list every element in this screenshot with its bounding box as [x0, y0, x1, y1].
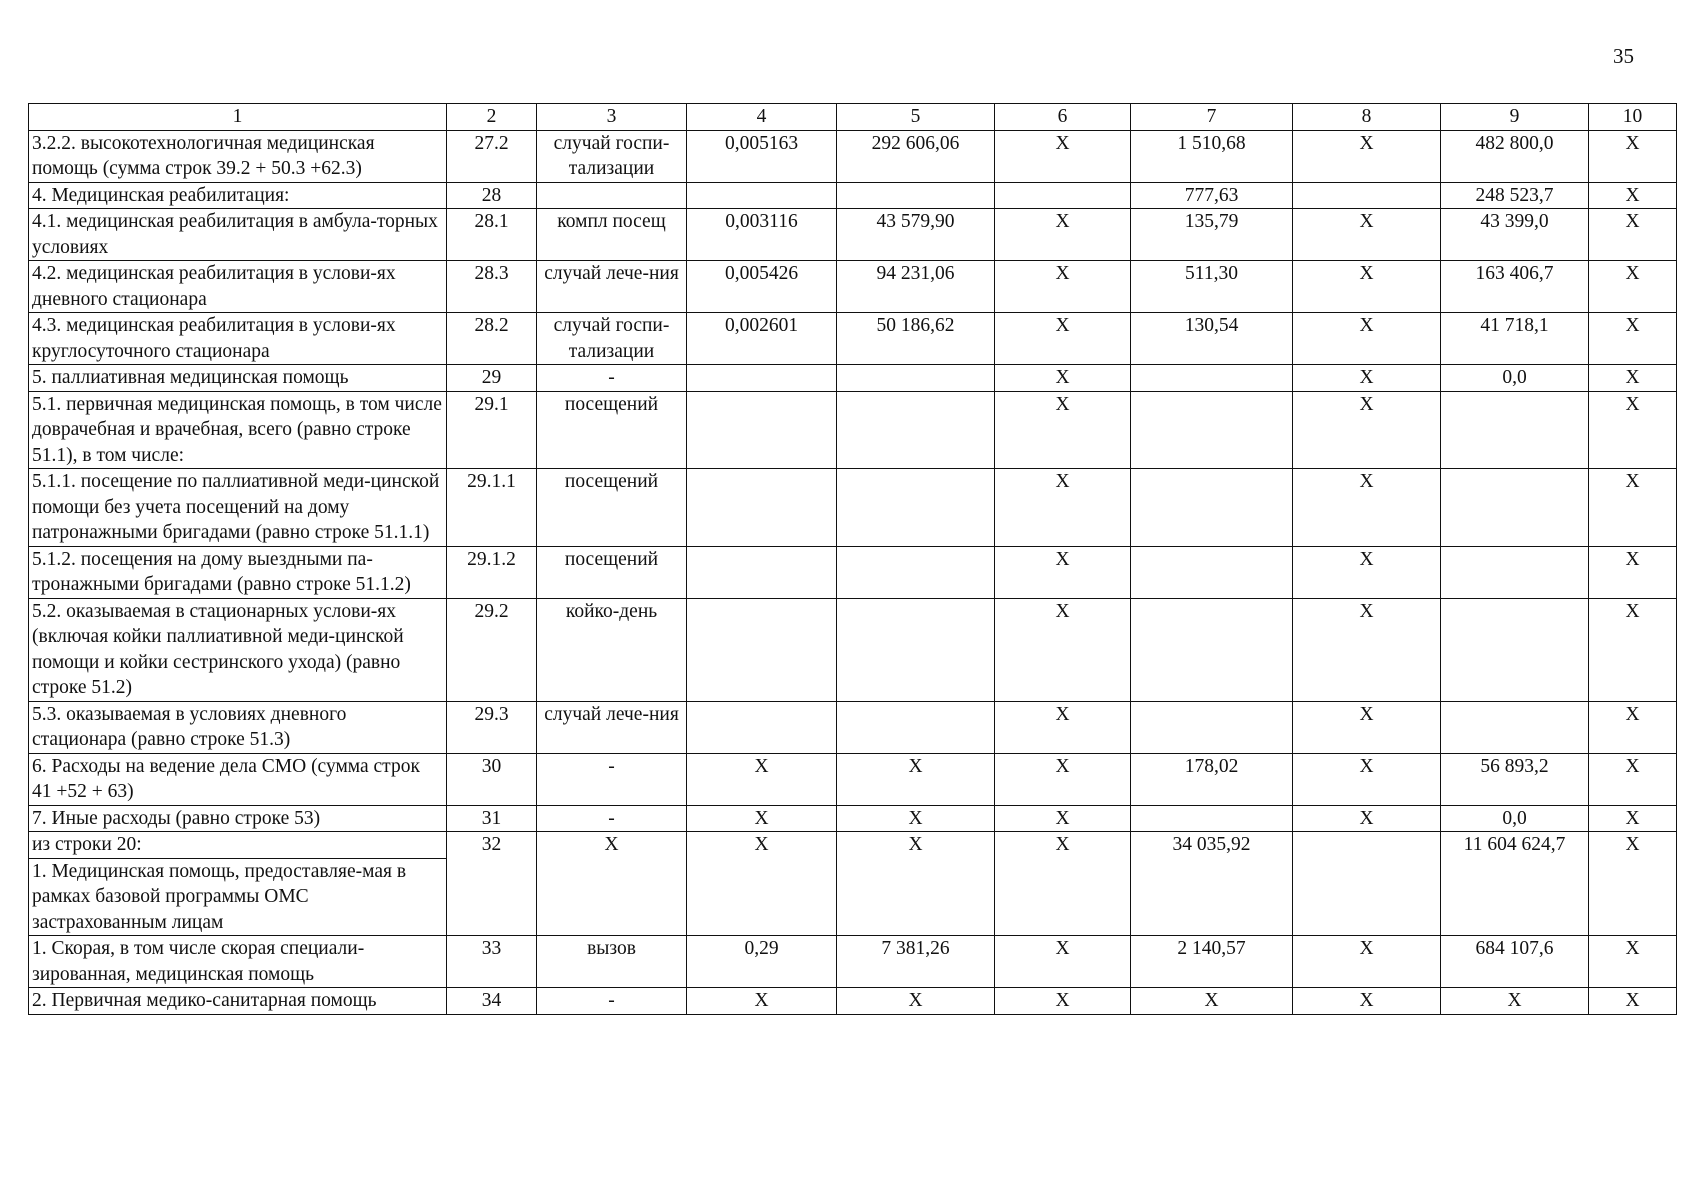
col-header: 1	[29, 104, 447, 131]
cell: X	[995, 832, 1131, 936]
cell	[837, 598, 995, 701]
row-label: из строки 20:	[29, 832, 447, 859]
cell: X	[995, 130, 1131, 182]
table-row	[29, 182, 1677, 209]
table-row	[29, 598, 1677, 701]
cell: X	[1589, 130, 1677, 182]
cell: 28	[447, 182, 537, 209]
page-number: 35	[1613, 44, 1634, 68]
table-row	[29, 130, 1677, 182]
cell: X	[687, 805, 837, 832]
col-header: 4	[687, 104, 837, 131]
cell	[1441, 701, 1589, 753]
cell: X	[1293, 936, 1441, 988]
cell: вызов	[537, 936, 687, 988]
cell	[687, 365, 837, 392]
row-label: 6. Расходы на ведение дела СМО (сумма строк 41 +52 + 63)	[29, 753, 447, 805]
cell: X	[837, 753, 995, 805]
cell	[1441, 598, 1589, 701]
row-label: 4.1. медицинская реабилитация в амбула-торных условиях	[29, 209, 447, 261]
cell: 292 606,06	[837, 130, 995, 182]
cell: 28.3	[447, 261, 537, 313]
cell	[1131, 365, 1293, 392]
cell	[1131, 546, 1293, 598]
cell: X	[537, 832, 687, 936]
cell	[1293, 832, 1441, 936]
cell: 43 579,90	[837, 209, 995, 261]
cell	[537, 182, 687, 209]
table-row	[29, 832, 1677, 859]
cell: X	[1589, 182, 1677, 209]
table-row	[29, 753, 1677, 805]
row-label: 5.3. оказываемая в условиях дневного стационара (равно строке 51.3)	[29, 701, 447, 753]
cell: X	[1589, 701, 1677, 753]
cell: X	[687, 832, 837, 936]
cell: 28.1	[447, 209, 537, 261]
cell: 2 140,57	[1131, 936, 1293, 988]
cell: X	[995, 365, 1131, 392]
cell: X	[995, 546, 1131, 598]
cell: X	[837, 805, 995, 832]
cell: X	[1293, 988, 1441, 1015]
cell: X	[995, 391, 1131, 469]
col-header: 6	[995, 104, 1131, 131]
cell: X	[1293, 365, 1441, 392]
cell: X	[1589, 365, 1677, 392]
cell: 777,63	[1131, 182, 1293, 209]
cell: -	[537, 805, 687, 832]
cell	[837, 391, 995, 469]
cell: X	[995, 701, 1131, 753]
cell	[837, 546, 995, 598]
cell: 163 406,7	[1441, 261, 1589, 313]
cell: X	[1589, 598, 1677, 701]
cell: 0,003116	[687, 209, 837, 261]
cell: посещений	[537, 469, 687, 547]
cell: X	[1293, 753, 1441, 805]
cell	[1441, 546, 1589, 598]
cell: X	[1589, 261, 1677, 313]
cell	[687, 469, 837, 547]
cell: X	[1293, 391, 1441, 469]
cell: X	[1293, 209, 1441, 261]
cell: 30	[447, 753, 537, 805]
table-row	[29, 261, 1677, 313]
cell: X	[1293, 261, 1441, 313]
cell: X	[1293, 701, 1441, 753]
cell	[1131, 469, 1293, 547]
table-row	[29, 313, 1677, 365]
cell: 511,30	[1131, 261, 1293, 313]
cell	[837, 469, 995, 547]
medical-costs-table	[28, 103, 1677, 1015]
cell	[1293, 182, 1441, 209]
cell: -	[537, 753, 687, 805]
cell: 29.1	[447, 391, 537, 469]
cell: 29.2	[447, 598, 537, 701]
cell: -	[537, 365, 687, 392]
cell: 28.2	[447, 313, 537, 365]
cell: X	[1589, 988, 1677, 1015]
row-label: 5. паллиативная медицинская помощь	[29, 365, 447, 392]
table-row	[29, 391, 1677, 469]
cell: X	[995, 261, 1131, 313]
cell: X	[1589, 753, 1677, 805]
cell: X	[995, 753, 1131, 805]
cell: X	[1293, 546, 1441, 598]
table-row	[29, 701, 1677, 753]
cell: 0,0	[1441, 365, 1589, 392]
cell: 43 399,0	[1441, 209, 1589, 261]
cell: случай госпи-тализации	[537, 130, 687, 182]
cell	[687, 701, 837, 753]
cell	[687, 598, 837, 701]
table-row	[29, 365, 1677, 392]
cell: 0,002601	[687, 313, 837, 365]
cell	[837, 182, 995, 209]
table-row	[29, 469, 1677, 547]
cell: X	[1293, 130, 1441, 182]
cell: 56 893,2	[1441, 753, 1589, 805]
cell	[1131, 805, 1293, 832]
cell: X	[687, 753, 837, 805]
col-header: 5	[837, 104, 995, 131]
cell	[687, 546, 837, 598]
col-header: 2	[447, 104, 537, 131]
table-row	[29, 988, 1677, 1015]
cell: -	[537, 988, 687, 1015]
cell: X	[995, 598, 1131, 701]
cell: X	[1589, 546, 1677, 598]
cell: случай лече-ния	[537, 261, 687, 313]
col-header: 3	[537, 104, 687, 131]
cell: 0,005163	[687, 130, 837, 182]
cell: X	[995, 469, 1131, 547]
cell: 29.3	[447, 701, 537, 753]
cell: X	[1293, 469, 1441, 547]
cell: 34	[447, 988, 537, 1015]
cell: X	[687, 988, 837, 1015]
cell: 0,005426	[687, 261, 837, 313]
row-label: 4. Медицинская реабилитация:	[29, 182, 447, 209]
cell	[1131, 701, 1293, 753]
col-header: 8	[1293, 104, 1441, 131]
row-label: 3.2.2. высокотехнологичная медицинская помощь (сумма строк 39.2 + 50.3 +62.3)	[29, 130, 447, 182]
row-label: 7. Иные расходы (равно строке 53)	[29, 805, 447, 832]
cell	[1131, 391, 1293, 469]
cell: 41 718,1	[1441, 313, 1589, 365]
cell: 0,29	[687, 936, 837, 988]
cell: компл посещ	[537, 209, 687, 261]
cell: X	[1589, 391, 1677, 469]
cell	[837, 365, 995, 392]
cell: случай лече-ния	[537, 701, 687, 753]
cell: 29.1.2	[447, 546, 537, 598]
row-label: 5.1.1. посещение по паллиативной меди-цинской помощи без учета посещений на дому патронажными бригадами (равно строке 51.1.1)	[29, 469, 447, 547]
table-row	[29, 209, 1677, 261]
cell: X	[995, 936, 1131, 988]
cell	[837, 701, 995, 753]
cell: 0,0	[1441, 805, 1589, 832]
cell: 684 107,6	[1441, 936, 1589, 988]
cell: посещений	[537, 546, 687, 598]
cell: койко-день	[537, 598, 687, 701]
col-header: 9	[1441, 104, 1589, 131]
table-row	[29, 936, 1677, 988]
cell: 29.1.1	[447, 469, 537, 547]
row-label: 4.3. медицинская реабилитация в услови-ях круглосуточного стационара	[29, 313, 447, 365]
cell: 33	[447, 936, 537, 988]
row-label: 1. Медицинская помощь, предоставляе-мая в рамках базовой программы ОМС застрахованным лицам	[29, 858, 447, 936]
row-label: 4.2. медицинская реабилитация в услови-ях дневного стационара	[29, 261, 447, 313]
row-label: 5.1. первичная медицинская помощь, в том числе доврачебная и врачебная, всего (равно строке 51.1), в том числе:	[29, 391, 447, 469]
cell: X	[1441, 988, 1589, 1015]
cell: X	[1589, 832, 1677, 936]
cell: X	[1131, 988, 1293, 1015]
cell: 7 381,26	[837, 936, 995, 988]
cell	[1441, 469, 1589, 547]
cell: X	[1293, 805, 1441, 832]
cell: случай госпи-тализации	[537, 313, 687, 365]
cell: X	[837, 988, 995, 1015]
col-header: 10	[1589, 104, 1677, 131]
cell: X	[1589, 209, 1677, 261]
table-row	[29, 805, 1677, 832]
cell: X	[1589, 469, 1677, 547]
cell: 11 604 624,7	[1441, 832, 1589, 936]
cell	[1131, 598, 1293, 701]
cell: X	[995, 988, 1131, 1015]
row-label: 2. Первичная медико-санитарная помощь	[29, 988, 447, 1015]
cell: X	[1589, 313, 1677, 365]
cell: X	[995, 209, 1131, 261]
cell	[687, 391, 837, 469]
cell	[687, 182, 837, 209]
cell: X	[995, 805, 1131, 832]
row-label: 1. Скорая, в том числе скорая специали-зированная, медицинская помощь	[29, 936, 447, 988]
row-label: 5.2. оказываемая в стационарных услови-ях (включая койки паллиативной меди-цинской помощи и койки сестринского ухода) (равно строке 51.2)	[29, 598, 447, 701]
cell: 178,02	[1131, 753, 1293, 805]
header-row	[29, 104, 1677, 131]
cell: 135,79	[1131, 209, 1293, 261]
cell: 29	[447, 365, 537, 392]
cell: X	[1293, 313, 1441, 365]
table-row	[29, 546, 1677, 598]
cell: 34 035,92	[1131, 832, 1293, 936]
row-label: 5.1.2. посещения на дому выездными па-тронажными бригадами (равно строке 51.1.2)	[29, 546, 447, 598]
cell: 1 510,68	[1131, 130, 1293, 182]
cell: X	[1589, 805, 1677, 832]
cell: 50 186,62	[837, 313, 995, 365]
cell: 32	[447, 832, 537, 936]
cell: 94 231,06	[837, 261, 995, 313]
cell: 31	[447, 805, 537, 832]
cell: X	[1293, 598, 1441, 701]
cell: 130,54	[1131, 313, 1293, 365]
cell: посещений	[537, 391, 687, 469]
cell	[1441, 391, 1589, 469]
cell: 482 800,0	[1441, 130, 1589, 182]
cell: 27.2	[447, 130, 537, 182]
col-header: 7	[1131, 104, 1293, 131]
cell: 248 523,7	[1441, 182, 1589, 209]
cell: X	[837, 832, 995, 936]
cell: X	[995, 313, 1131, 365]
cell	[995, 182, 1131, 209]
cell: X	[1589, 936, 1677, 988]
